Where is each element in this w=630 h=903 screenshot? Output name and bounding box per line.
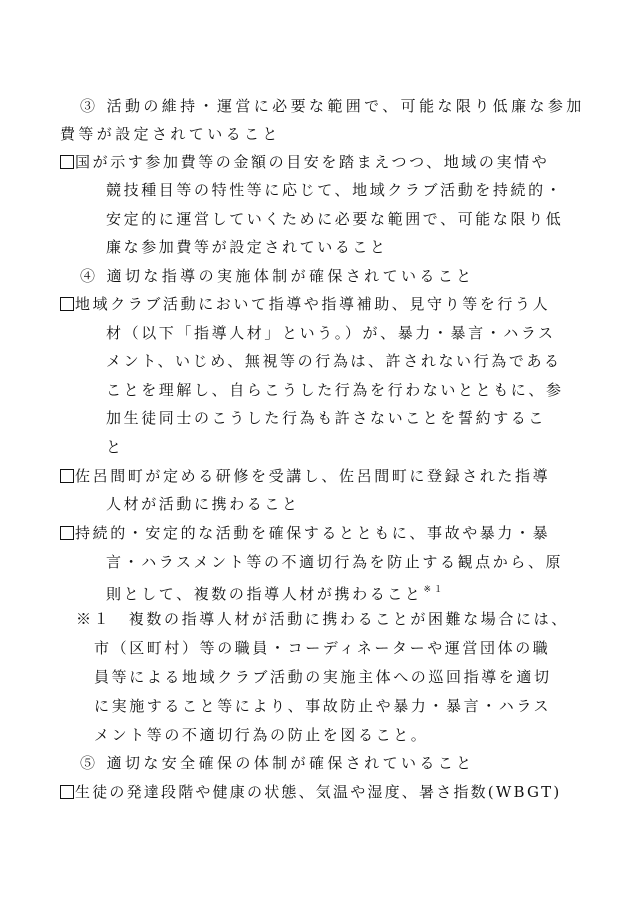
footnote-text-cont: メント等の不適切行為の防止を図ること。	[94, 726, 429, 744]
item-text-cont: 材（以下「指導人材」という。）が、暴力・暴言・ハラス	[106, 324, 556, 342]
item-text: 持続的・安定的な活動を確保するとともに、事故や暴力・暴	[75, 524, 551, 542]
footnote-text-cont: 市（区町村）等の職員・コーディネーターや運営団体の職	[94, 639, 551, 657]
checklist-item	[60, 294, 550, 314]
section-5-heading: ⑤ 適切な安全確保の体制が確保されていること	[80, 754, 475, 772]
checklist-item	[60, 466, 550, 486]
footnote-text-cont: に実施すること等により、事故防止や暴力・暴言・ハラス	[94, 697, 552, 715]
section-3-heading-cont: 費等が設定されていること	[60, 125, 281, 143]
item-text-cont	[106, 580, 445, 604]
item-text-cont: 人材が活動に携わること	[106, 495, 300, 513]
section-4-heading: ④ 適切な指導の実施体制が確保されていること	[80, 267, 475, 285]
item-text-cont: と	[106, 438, 124, 456]
section-3-heading: ③ 活動の維持・運営に必要な範囲で、可能な限り低廉な参加	[80, 97, 585, 115]
item-text-cont: 言・ハラスメント等の不適切行為を防止する観点から、原	[106, 553, 564, 571]
item-text: 国が示す参加費等の金額の目安を踏まえつつ、地域の実情や	[75, 153, 550, 171]
footnote-text-cont: 員等による地域クラブ活動の実施主体への巡回指導を適切	[94, 668, 552, 686]
item-text: 則として、複数の指導人材が携わること	[106, 585, 423, 603]
item-text-cont: 安定的に運営していくために必要な範囲で、可能な限り低	[106, 210, 564, 228]
footnote-text: ※１ 複数の指導人材が活動に携わることが困難な場合には、	[76, 610, 569, 628]
checkbox[interactable]	[60, 297, 74, 311]
checklist-item	[60, 152, 549, 172]
item-text: 佐呂間町が定める研修を受講し、佐呂間町に登録された指導	[75, 467, 551, 485]
item-text: 地域クラブ活動において指導や指導補助、見守り等を行う人	[75, 295, 551, 313]
checklist-item	[60, 782, 561, 802]
checkbox[interactable]	[60, 526, 74, 540]
item-text-cont: ことを理解し、自らこうした行為を行わないとともに、参	[106, 381, 564, 399]
item-text: 生徒の発達段階や健康の状態、気温や湿度、暑さ指数(WBGT)	[75, 783, 562, 801]
item-text-cont: 競技種目等の特性等に応じて、地域クラブ活動を持続的・	[106, 181, 564, 199]
item-text-cont: 廉な参加費等が設定されていること	[106, 238, 388, 256]
checkbox[interactable]	[60, 469, 74, 483]
checklist-item	[60, 523, 550, 543]
checkbox[interactable]	[60, 155, 74, 169]
item-text-cont: メント、いじめ、無視等の行為は、許されない行為である	[106, 352, 562, 370]
item-text-cont: 加生徒同士のこうした行為も許さないことを誓約するこ	[106, 409, 547, 427]
footnote-ref[interactable]: ※１	[423, 585, 446, 595]
checkbox[interactable]	[60, 785, 74, 799]
